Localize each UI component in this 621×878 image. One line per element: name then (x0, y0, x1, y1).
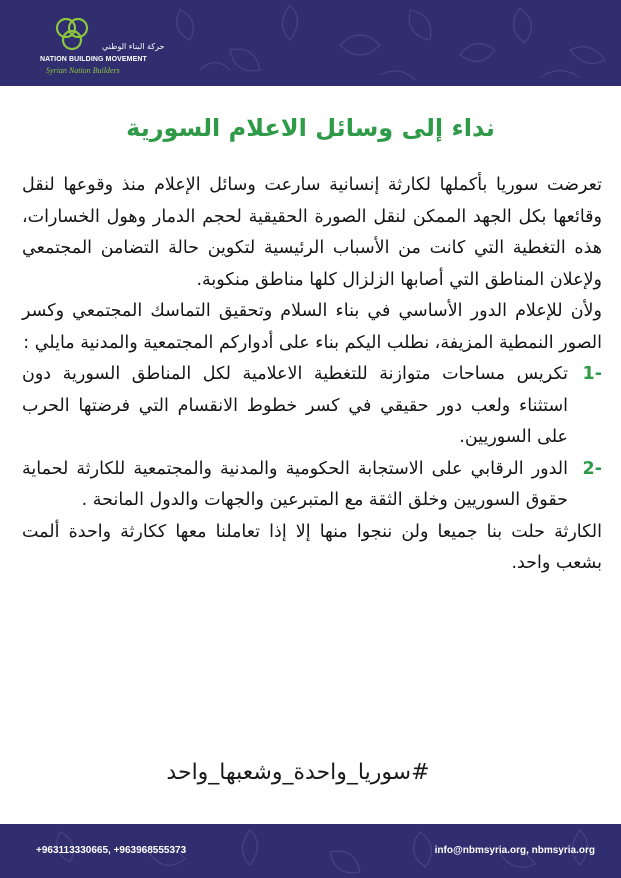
intro-paragraph: تعرضت سوريا بأكملها لكارثة إنسانية سارعت وسائل الإعلام منذ وقوعها لنقل وقائعها بكل الجهد الممكن لنقل الصورة الحقيقية لحجم الدمار وهول الخسارات، هذه التغطية التي كانت من الأسباب الرئيسية لتكوين حالة التضامن المجتمعي ولإعلان المناطق التي أصابها الزلزال كلها مناطق منكوبة. (22, 175, 602, 290)
list-item-number: -1 (582, 364, 602, 384)
list-item (22, 359, 602, 454)
org-name-arabic: حركة البناء الوطني (102, 42, 165, 51)
org-tagline: Syrian Nation Builders (46, 66, 120, 75)
email-and-website: info@nbmsyria.org, nbmsyria.org (434, 845, 595, 856)
header-banner (0, 0, 621, 86)
hashtag: #سوريا_واحدة_وشعبها_واحد (166, 760, 430, 785)
footer-banner (0, 824, 621, 878)
organization-logo (40, 14, 165, 80)
phone-numbers: +963113330665, +963968555373 (36, 845, 187, 856)
list-item-number: -2 (582, 458, 602, 479)
document-title: نداء إلى وسائل الاعلام السورية (126, 114, 495, 142)
list-item (22, 454, 602, 517)
closing-paragraph: الكارثة حلت بنا جميعا ولن ننجوا منها إلا إذا تعاملنا معها ككارثة واحدة ألمت بشعب واحد. (22, 521, 602, 573)
list-item-text: تكريس مساحات متوازنة للتغطية الاعلامية لكل المناطق السورية دون استثناء ولعب دور حقيقي في كسر خطوط الانقسام التي فرضتها الحرب على السوريين. (22, 364, 568, 447)
org-name-english: NATION BUILDING MOVEMENT (40, 56, 147, 63)
list-item-text: الدور الرقابي على الاستجابة الحكومية والمدنية والمجتمعية للكارثة لحماية حقوق السوريين وخلق الثقة مع المتبرعين والجهات والدول المانحة . (22, 458, 568, 510)
three-interlocking-circles-icon (50, 14, 94, 56)
document-body (22, 170, 602, 580)
intro-paragraph: ولأن للإعلام الدور الأساسي في بناء السلام وتحقيق التماسك المجتمعي وكسر الصور النمطية المزيفة، نطلب اليكم بناء على أدواركم المجتمعية والمدنية مايلي : (22, 301, 602, 353)
